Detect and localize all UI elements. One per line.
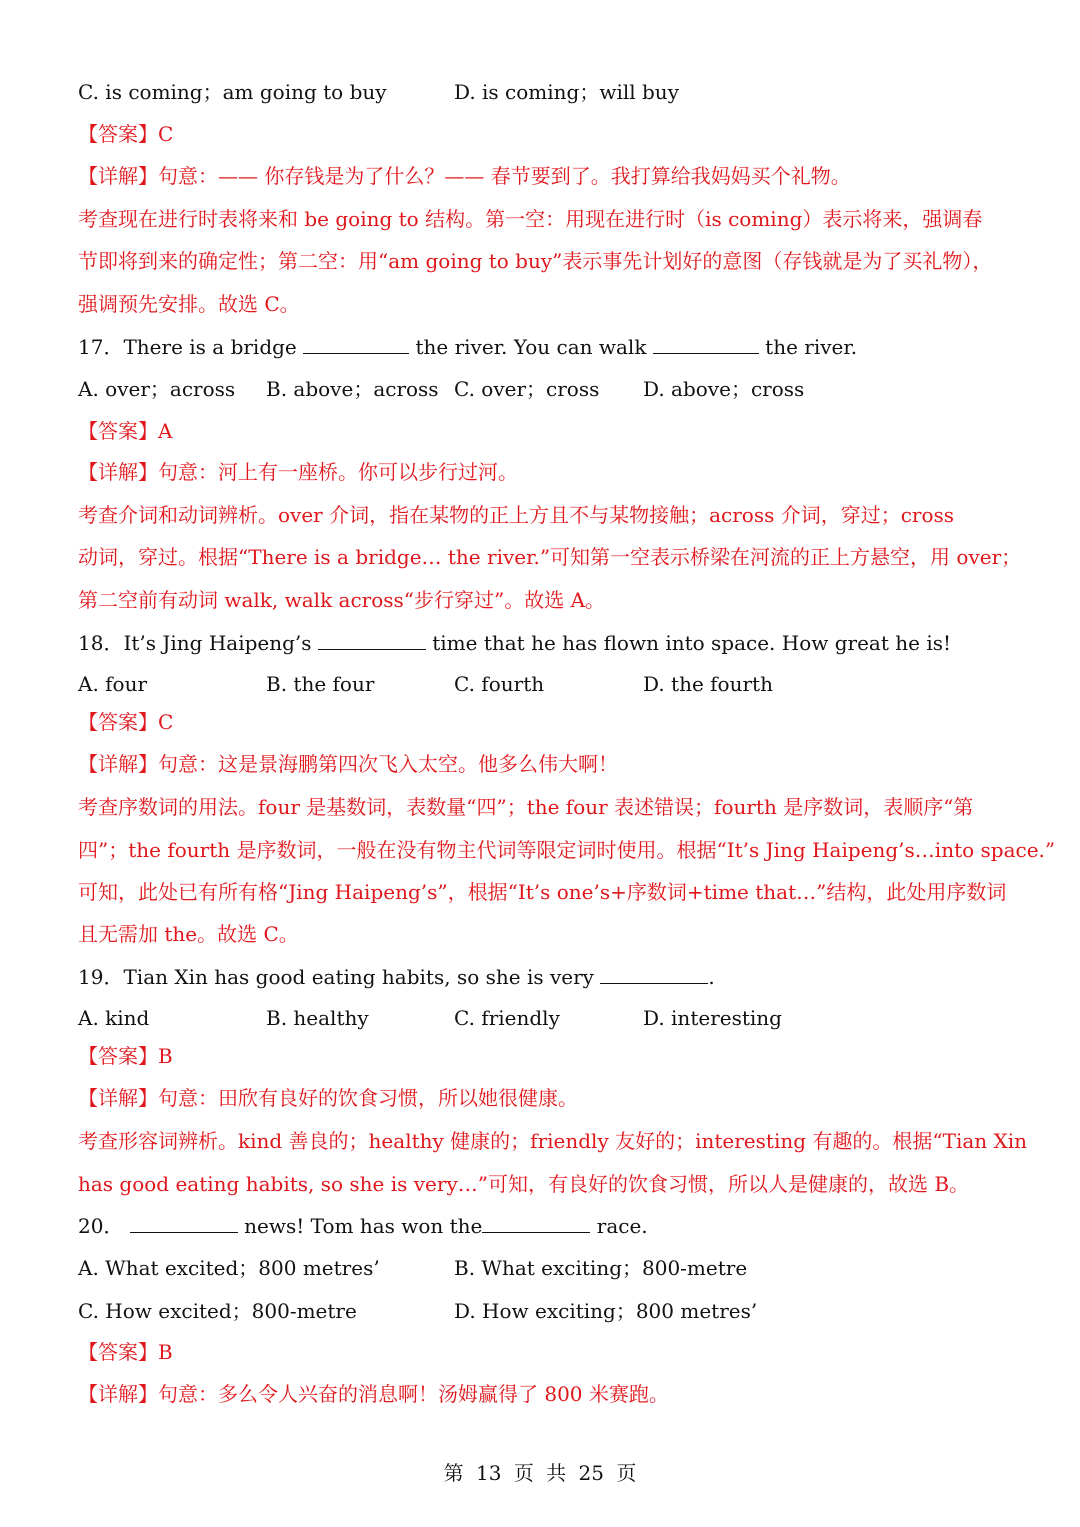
- q16-explain-line: 考查现在进行时表将来和 be going to 结构。第一空：用现在进行时（is coming）表示将来，强调春: [78, 207, 983, 231]
- q19-option: B. healthy: [266, 1006, 369, 1030]
- q18-explain-line: 四”；the fourth 是序数词，一般在没有物主代词等限定词时使用。根据“It’s Jing Haipeng’s…into space.”: [78, 838, 1056, 862]
- q19-option: C. friendly: [454, 1006, 560, 1030]
- q19-explain-line: 考查形容词辨析。kind 善良的；healthy 健康的；friendly 友好的；interesting 有趣的。根据“Tian Xin: [78, 1129, 1028, 1153]
- answer-blank: [600, 965, 708, 984]
- q16-explain-line: 强调预先安排。故选 C。: [78, 292, 300, 316]
- answer-blank: [130, 1214, 238, 1233]
- q17-explain-line: 第二空前有动词 walk, walk across“步行穿过”。故选 A。: [78, 588, 606, 612]
- q17-stem-text: There is a bridge: [123, 335, 297, 359]
- q17-stem: [78, 334, 1013, 360]
- q19-stem: [78, 964, 1013, 990]
- answer-blank: [482, 1214, 590, 1233]
- q20-answer: 【答案】B: [78, 1340, 173, 1364]
- q19-explain-line: has good eating habits, so she is very…”可知，有良好的饮食习惯，所以人是健康的，故选 B。: [78, 1172, 970, 1196]
- q17-number: 17．: [78, 335, 124, 359]
- q20-option: B. What exciting；800-metre: [454, 1256, 748, 1280]
- q20-stem-text: race.: [596, 1214, 648, 1238]
- q18-explain-line: 且无需加 the。故选 C。: [78, 922, 299, 946]
- q19-stem-text: .: [708, 965, 715, 989]
- q17-stem-text: the river.: [765, 335, 858, 359]
- q17-explain-line: 动词，穿过。根据“There is a bridge… the river.”可知第一空表示桥梁在河流的正上方悬空，用 over；: [78, 545, 1022, 569]
- q19-detail: 【详解】句意：田欣有良好的饮食习惯，所以她很健康。: [78, 1086, 578, 1110]
- q20-stem-text: news! Tom has won the: [244, 1214, 483, 1238]
- q18-option: A. four: [78, 672, 148, 696]
- q18-number: 18．: [78, 631, 124, 655]
- q19-stem-text: Tian Xin has good eating habits, so she is very: [123, 965, 594, 989]
- q18-option: B. the four: [266, 672, 375, 696]
- q20-detail: 【详解】句意：多么令人兴奋的消息啊！汤姆赢得了 800 米赛跑。: [78, 1382, 669, 1406]
- q16-option-c: C. is coming；am going to buy: [78, 80, 387, 104]
- q17-stem-text: the river. You can walk: [415, 335, 647, 359]
- q19-option: A. kind: [78, 1006, 150, 1030]
- q17-option: A. over；across: [78, 377, 236, 401]
- q16-detail: 【详解】句意：—— 你存钱是为了什么？—— 春节要到了。我打算给我妈妈买个礼物。: [78, 164, 851, 188]
- q19-option: D. interesting: [643, 1006, 782, 1030]
- page-number-footer: 第 13 页 共 25 页: [443, 1461, 637, 1485]
- q18-option: C. fourth: [454, 672, 545, 696]
- q17-option: D. above；cross: [643, 377, 805, 401]
- q18-explain-line: 可知，此处已有所有格“Jing Haipeng’s”，根据“It’s one’s+序数词+time that…”结构，此处用序数词: [78, 880, 1007, 904]
- q18-stem-text: time that he has flown into space. How great he is!: [432, 631, 952, 655]
- q20-option: D. How exciting；800 metres’: [454, 1299, 758, 1323]
- q18-stem: [78, 630, 1013, 656]
- q17-explain-line: 考查介词和动词辨析。over 介词，指在某物的正上方且不与某物接触；across 介词，穿过；cross: [78, 503, 955, 527]
- q18-answer: 【答案】C: [78, 710, 174, 734]
- q17-option: C. over；cross: [454, 377, 600, 401]
- q17-detail: 【详解】句意：河上有一座桥。你可以步行过河。: [78, 460, 518, 484]
- q20-number: 20．: [78, 1214, 124, 1238]
- q16-explain-line: 节即将到来的确定性；第二空：用“am going to buy”表示事先计划好的意图（存钱就是为了买礼物），: [78, 249, 993, 273]
- q17-option: B. above；across: [266, 377, 439, 401]
- answer-blank: [653, 335, 759, 354]
- q20-stem: [78, 1213, 1013, 1239]
- q16-answer: 【答案】C: [78, 122, 174, 146]
- q18-detail: 【详解】句意：这是景海鹏第四次飞入太空。他多么伟大啊！: [78, 752, 618, 776]
- q17-answer: 【答案】A: [78, 419, 173, 443]
- q20-option: C. How excited；800-metre: [78, 1299, 357, 1323]
- q16-option-d: D. is coming；will buy: [454, 80, 679, 104]
- q18-explain-line: 考查序数词的用法。four 是基数词，表数量“四”；the four 表述错误；fourth 是序数词，表顺序“第: [78, 795, 974, 819]
- q20-option: A. What excited；800 metres’: [78, 1256, 380, 1280]
- q19-number: 19．: [78, 965, 124, 989]
- q18-stem-text: It’s Jing Haipeng’s: [123, 631, 312, 655]
- answer-blank: [303, 335, 409, 354]
- q18-option: D. the fourth: [643, 672, 773, 696]
- q19-answer: 【答案】B: [78, 1044, 173, 1068]
- answer-blank: [318, 631, 426, 650]
